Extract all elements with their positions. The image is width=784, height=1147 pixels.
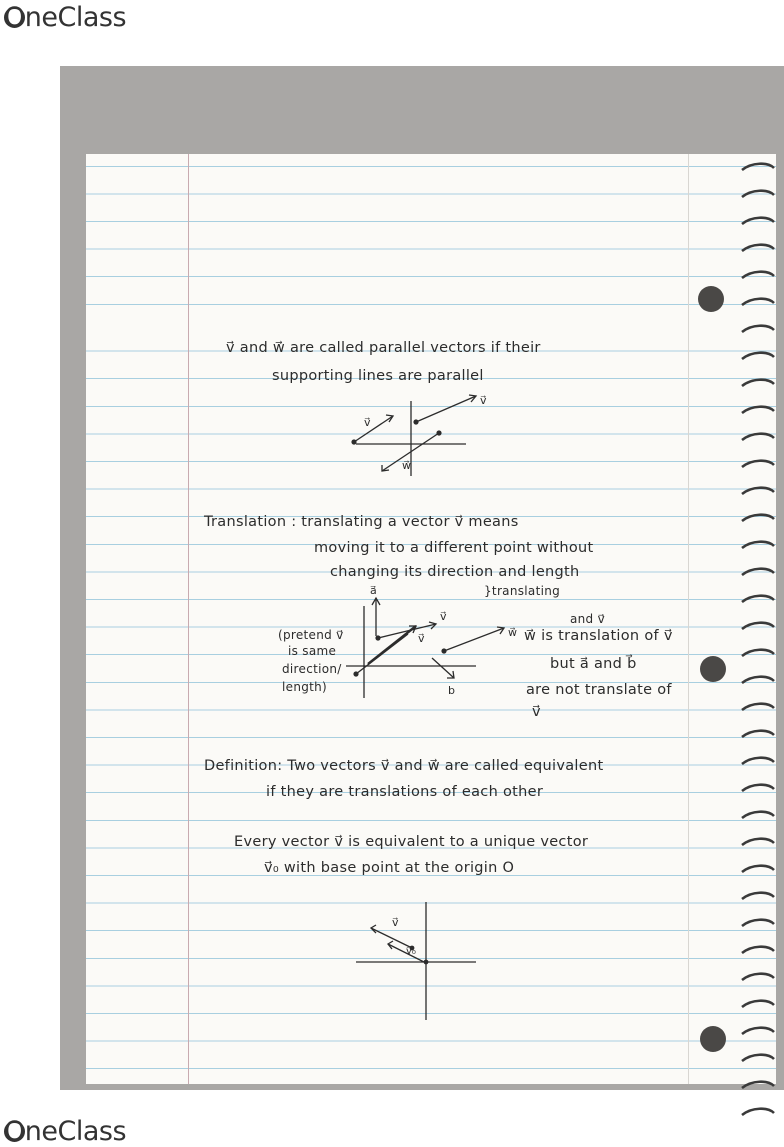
label-v0: v⃗₀ [406, 946, 416, 957]
origin-point [424, 960, 429, 965]
pretend-note-line2: is same [288, 644, 337, 658]
translation-note1: w⃗ is translation of v⃗ [524, 628, 673, 644]
label-v: v⃗ [418, 632, 425, 645]
spiral-coil [742, 1109, 774, 1115]
every-vector-line1: Every vector v⃗ is equivalent to a unique vector [234, 834, 589, 850]
vector-v-right-line [416, 396, 476, 422]
vector-b-line [432, 658, 454, 678]
paper-fold-line [688, 154, 689, 1084]
spiral-coil [742, 164, 774, 170]
spiral-coil [742, 326, 774, 332]
spiral-coil [742, 461, 774, 467]
spiral-coil [742, 677, 774, 683]
label-b: b [448, 684, 455, 697]
spiral-coil [742, 245, 774, 251]
base-point [413, 419, 418, 424]
label-w: w⃗ [402, 459, 411, 472]
vector-v-line [368, 626, 416, 664]
spiral-coil [742, 650, 774, 656]
spiral-coil [742, 866, 774, 872]
spiral-coil [742, 623, 774, 629]
spiral-coil [742, 1001, 774, 1007]
translation-line3: changing its direction and length [330, 564, 580, 580]
base-point [375, 635, 380, 640]
vector-v-line [354, 416, 393, 442]
oneclass-logo-top [4, 2, 126, 33]
spiral-coil [742, 974, 774, 980]
spiral-coil [742, 1028, 774, 1034]
spiral-coil [742, 542, 774, 548]
spiral-coil [742, 353, 774, 359]
translation-note3: are not translate of [526, 682, 672, 698]
spiral-coil [742, 515, 774, 521]
pretend-note-line1: (pretend v⃗ [278, 628, 344, 642]
spiral-coil [742, 839, 774, 845]
translating-label: }translating [484, 584, 561, 598]
spiral-coil [742, 1055, 774, 1061]
spiral-coil [742, 920, 774, 926]
punch-hole-icon [700, 1026, 726, 1052]
oneclass-logo-bottom [4, 1116, 126, 1147]
vector-w-line [444, 628, 504, 651]
punch-hole-icon [700, 656, 726, 682]
spiral-coil [742, 191, 774, 197]
spiral-coil [742, 218, 774, 224]
vector-v-line [371, 928, 412, 948]
label-v: v⃗ [392, 916, 399, 929]
origin-vector-diagram [336, 896, 486, 1026]
translation-note2: but a⃗ and b⃗ [550, 656, 637, 672]
spiral-coil [742, 1082, 774, 1088]
base-point [436, 430, 441, 435]
spiral-coil [742, 947, 774, 953]
spiral-coil [742, 407, 774, 413]
spiral-coil [742, 731, 774, 737]
base-point [351, 439, 356, 444]
parallel-definition-line1: v⃗ and w⃗ are called parallel vectors if their [226, 340, 541, 356]
parallel-vectors-diagram [336, 386, 496, 506]
spiral-coil [742, 299, 774, 305]
definition-line2: if they are translations of each other [266, 784, 544, 800]
spiral-coil [742, 569, 774, 575]
notebook-paper [86, 154, 776, 1084]
label-v: v⃗ [364, 416, 371, 429]
spiral-coil [742, 704, 774, 710]
pretend-note-line4: length) [282, 680, 328, 694]
pretend-note-line3: direction/ [282, 662, 342, 676]
translation-line2: moving it to a different point without [314, 540, 594, 556]
spiral-coil [742, 488, 774, 494]
spiral-coil [742, 785, 774, 791]
label-a: a⃗ [370, 586, 377, 597]
margin-line [188, 154, 189, 1084]
base-point [441, 648, 446, 653]
logo-text: OneClass [4, 2, 127, 33]
scanned-notebook-page [60, 66, 784, 1090]
translation-line1: Translation : translating a vector v⃗ means [204, 514, 519, 530]
spiral-coil [742, 434, 774, 440]
spiral-coil [742, 812, 774, 818]
label-v-right: v⃗ [480, 394, 487, 407]
punch-hole-icon [698, 286, 724, 312]
label-w: w⃗ [508, 626, 517, 639]
logo-text: OneClass [4, 1116, 127, 1147]
spiral-coil [742, 272, 774, 278]
spiral-binding-icon [738, 156, 778, 1146]
spiral-coil [742, 893, 774, 899]
base-point [353, 671, 358, 676]
translation-note-prefix: and v⃗ [570, 612, 605, 626]
parallel-definition-line2: supporting lines are parallel [272, 368, 484, 384]
spiral-coil [742, 596, 774, 602]
spiral-coil [742, 758, 774, 764]
every-vector-line2: v⃗₀ with base point at the origin O [264, 860, 515, 876]
definition-line1: Definition: Two vectors v⃗ and w⃗ are called equivalent [204, 758, 604, 774]
translation-diagram [336, 586, 536, 701]
translation-note4: v⃗ [532, 704, 541, 720]
vector-v-translated-line [378, 624, 436, 638]
spiral-coil [742, 380, 774, 386]
label-v-translated: v⃗ [440, 610, 447, 623]
